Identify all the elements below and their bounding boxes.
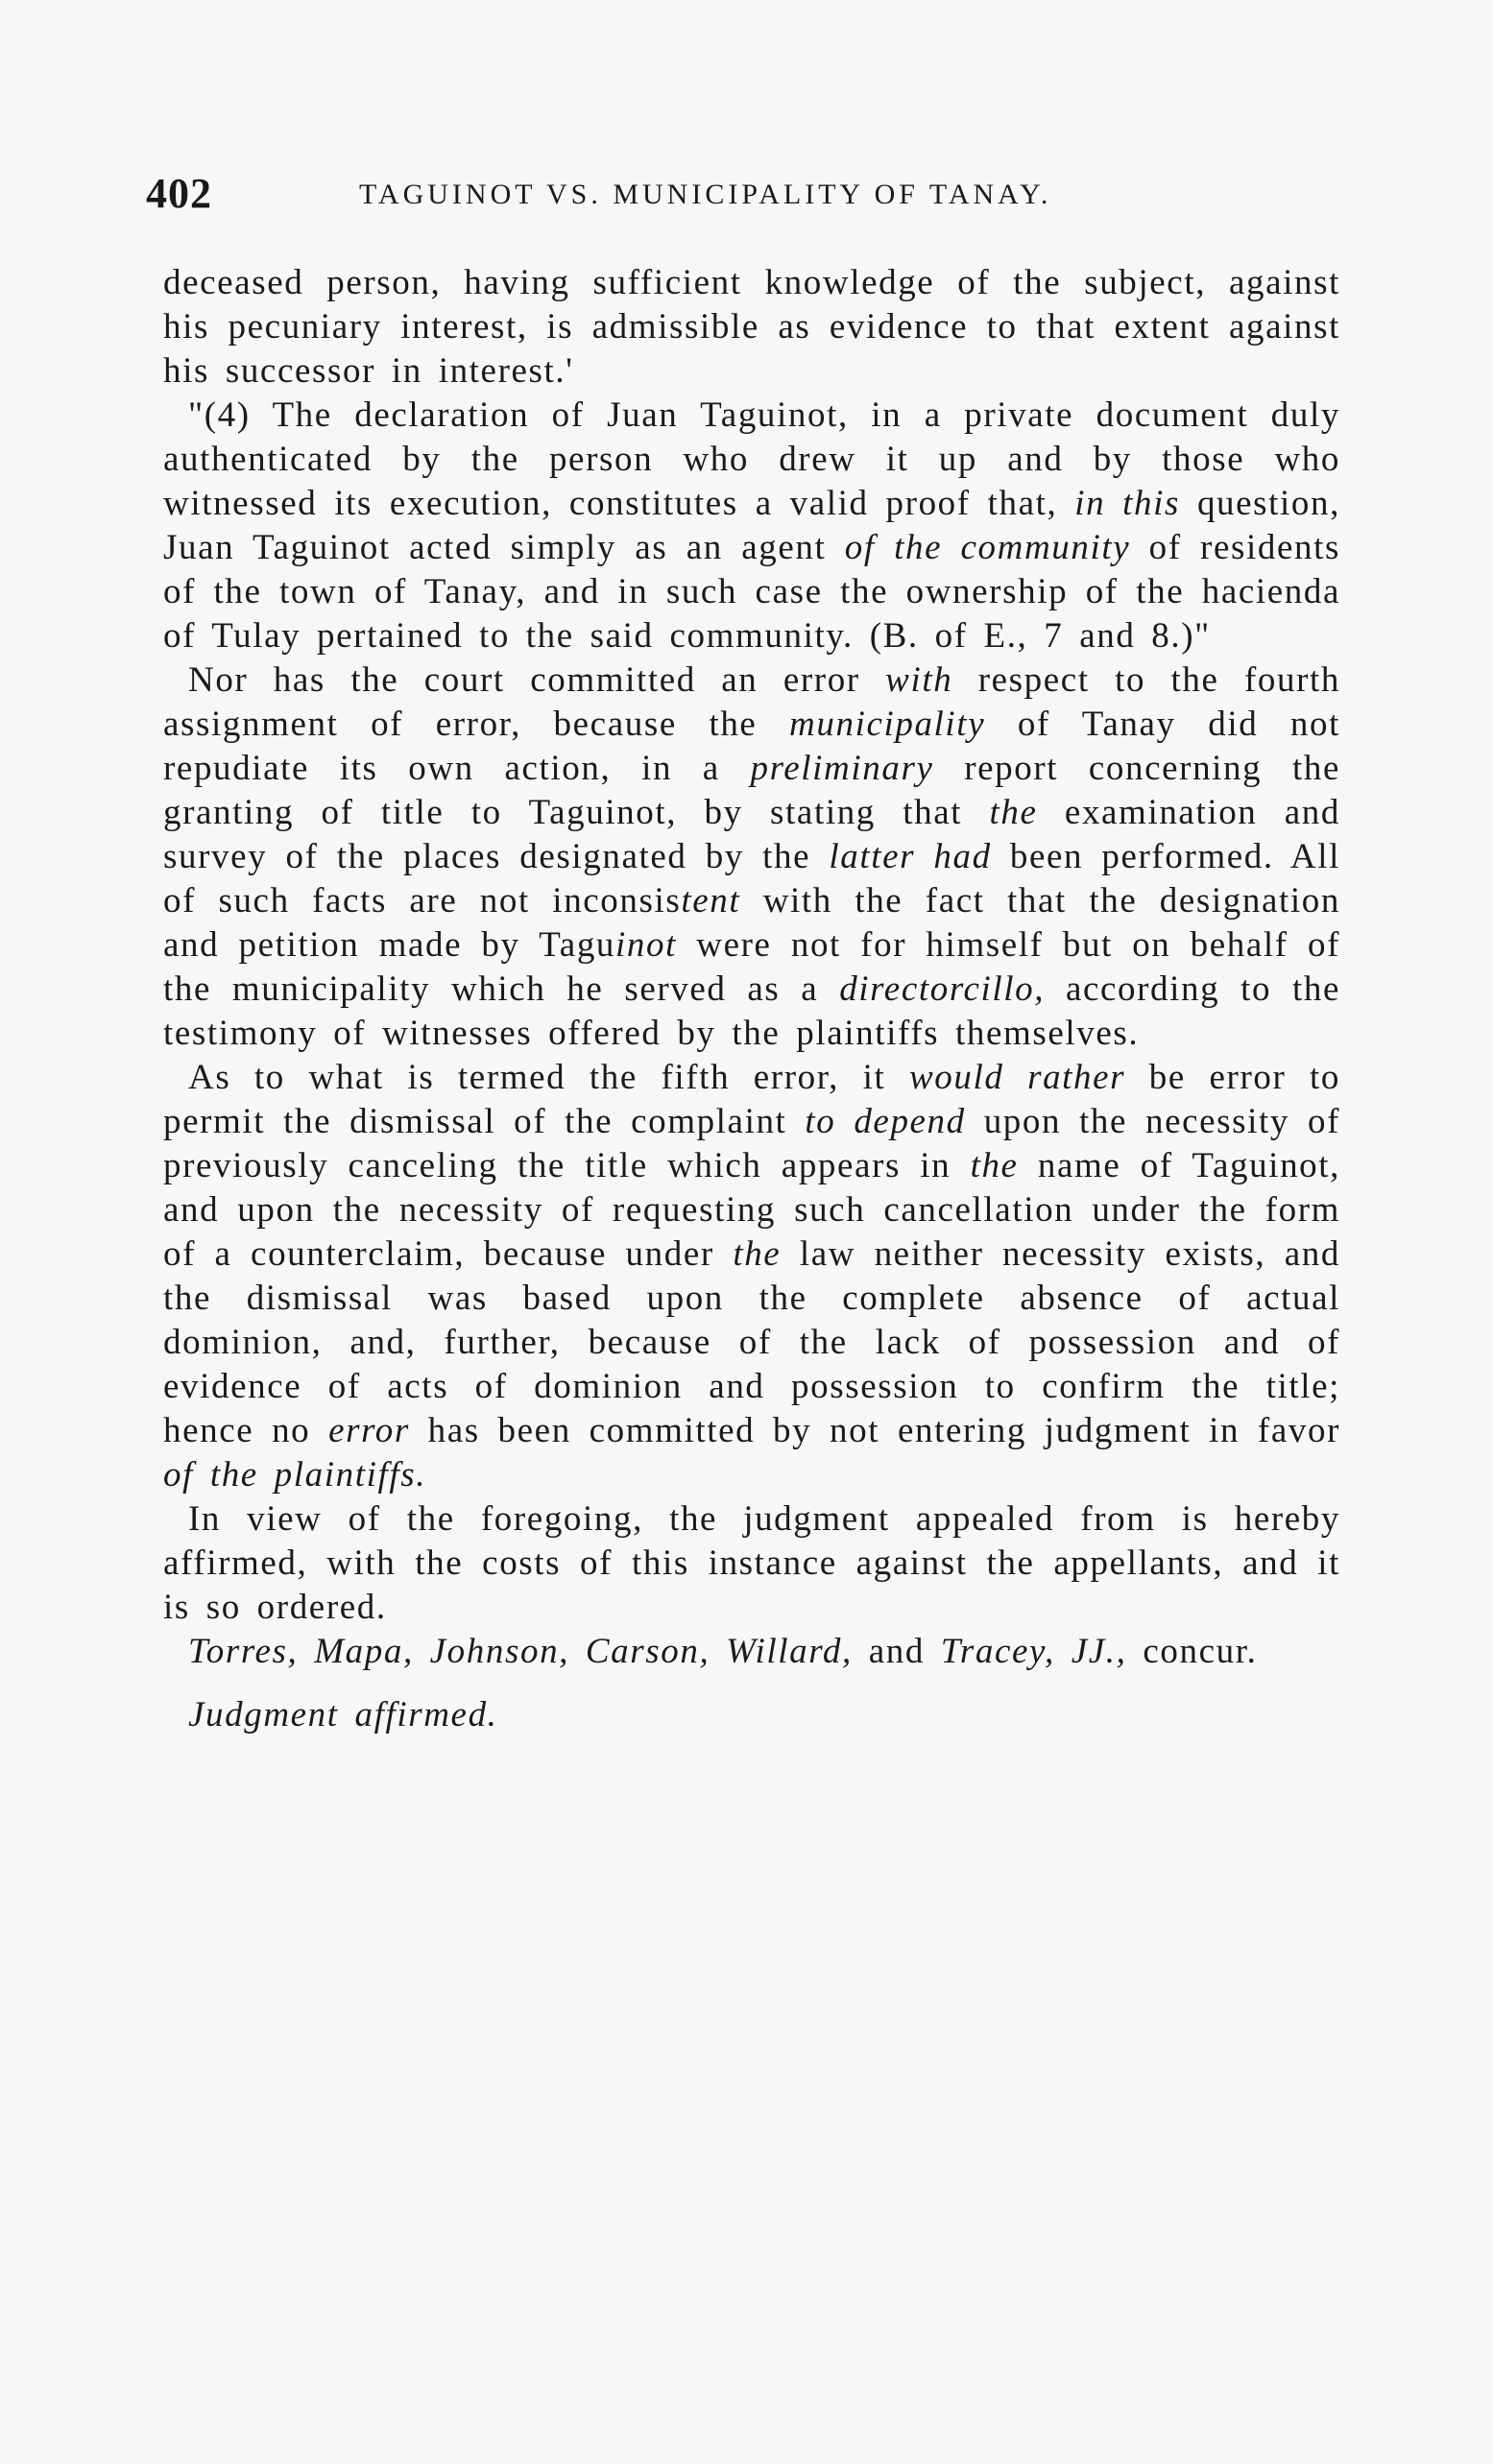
text-span: name of Taguinot, and upon the necessity of requesting such cancellation under the form of a counterclaim, because under [163,1146,1340,1274]
text-span: law neither necessity exists, and the dismissal was based upon the complete absence of actual dominion, and, further, because of the lack of possession and of evidence of acts of dominion and possession to confirm the title; hence no [163,1234,1340,1450]
body-text [163,261,1340,1737]
italic-span: tent [681,881,741,921]
text-span: examination and survey of the places designated by the [163,793,1340,876]
italic-span: in this [1074,484,1181,523]
text-span: "(4) The declaration of Juan Taguinot, in a private document duly authenticated by the person who drew it up and by those who witnessed its execution, constitutes a valid proof that, [163,395,1340,523]
text-span: As to what is termed the fifth error, it [188,1058,909,1097]
italic-span: municipality [789,705,986,744]
text-span: be error to permit the dismissal of the complaint [163,1058,1340,1141]
italic-span: the [733,1234,782,1274]
text-span: question, Juan Taguinot acted simply as an agent [163,484,1340,567]
text-span: of Tanay did not repudiate its own action, in a [163,705,1340,788]
text-span: been performed. All of such facts are not inconsis [163,837,1340,921]
italic-span: would rather [909,1058,1126,1097]
justices-names: Tracey, JJ., [940,1632,1127,1671]
paragraph-declaration [163,394,1340,658]
text-span: has been committed by not entering judgment in favor [409,1411,1340,1450]
italic-span: inot [615,925,678,965]
judgment-affirmed: Judgment affirmed. [188,1695,498,1734]
text-span: with the fact that the designation and petition made by Tagu [163,881,1340,965]
page-header [146,169,1336,217]
paragraph-fifth-error [163,1056,1340,1497]
italic-span: to depend [805,1102,966,1141]
text-span: of residents of the town of Tanay, and in such case the ownership of the hacienda of Tulay pertained to the said community. (B. of E., 7 and 8.)" [163,528,1340,656]
text-span: upon the necessity of previously canceling the title which appears in [163,1102,1340,1185]
italic-span: of the community [844,528,1131,567]
italic-span: of the plaintiffs. [163,1455,427,1495]
italic-span: the [970,1146,1019,1185]
italic-span: the [989,793,1038,832]
justices-names: Torres, Mapa, Johnson, Carson, Willard, [188,1632,853,1671]
paragraph-fourth-assignment [163,658,1340,1056]
italic-span: latter had [829,837,992,876]
italic-span: directorcillo, [839,969,1046,1009]
text-span: respect to the fourth assignment of error, because the [163,660,1341,744]
text-span: and [852,1632,941,1671]
paragraph-concurrence [163,1630,1340,1674]
text-span: concur. [1126,1632,1258,1671]
running-head: TAGUINOT VS. MUNICIPALITY OF TANAY. [359,179,1052,210]
paragraph-continuation: deceased person, having sufficient knowledge of the subject, against his pecuniary interest, is admissible as evidence to that extent against his successor in interest.' [163,263,1340,391]
italic-span: error [328,1411,410,1450]
text-span: according to the testimony of witnesses offered by the plaintiffs themselves. [163,969,1340,1053]
italic-span: preliminary [750,749,934,788]
paragraph-judgment-decision: In view of the foregoing, the judgment appealed from is hereby affirmed, with the costs of this instance against the appellants, and it is so ordered. [163,1499,1340,1627]
text-span: Nor has the court committed an error [188,660,886,700]
text-span: report concerning the granting of title to Taguinot, by stating that [163,749,1340,832]
text-span: were not for himself but on behalf of the municipality which he served as a [163,925,1340,1009]
italic-span: with [885,660,953,700]
page-number: 402 [146,170,212,217]
